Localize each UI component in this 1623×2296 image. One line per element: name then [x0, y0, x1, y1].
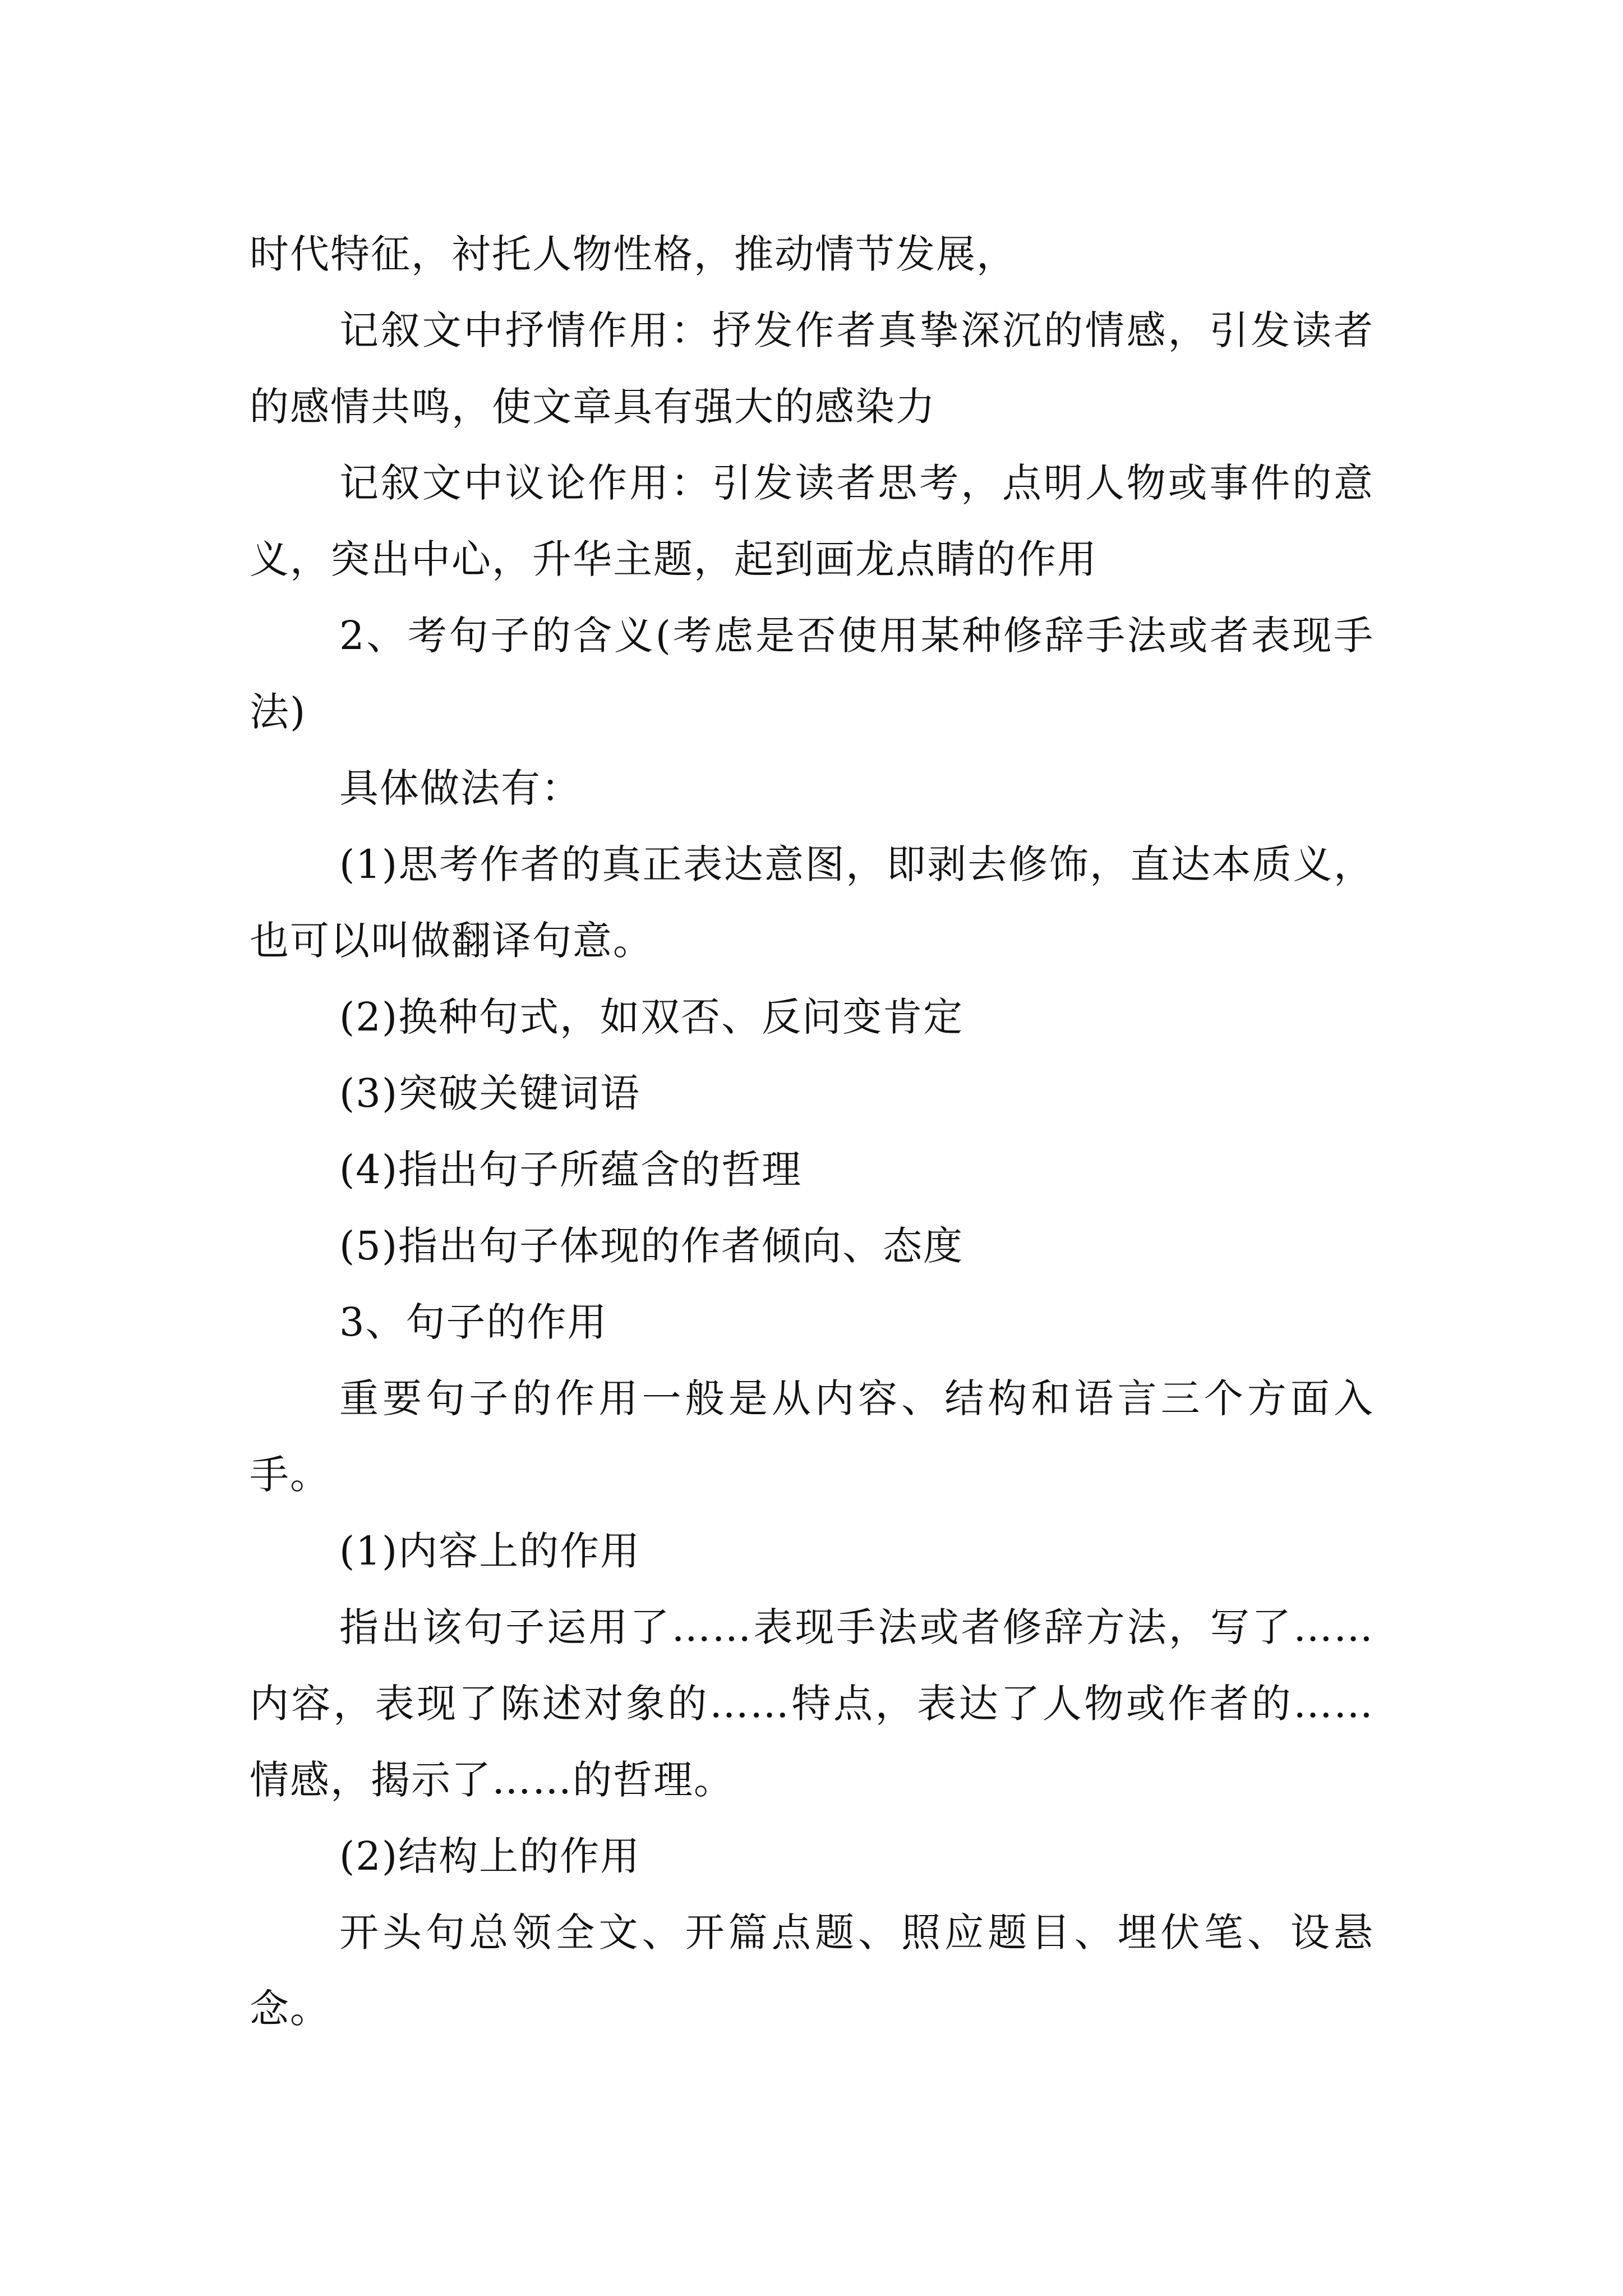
paragraph: (5)指出句子体现的作者倾向、态度 [339, 1223, 964, 1269]
paragraph: (2)换种句式，如双否、反问变肯定 [339, 994, 964, 1040]
paragraph: 开头句总领全文、开篇点题、照应题目、埋伏笔、设悬念。 [250, 1910, 1374, 2032]
paragraph: (1)内容上的作用 [339, 1528, 641, 1574]
paragraph: 记叙文中议论作用：引发读者思考，点明人物或事件的意义，突出中心，升华主题，起到画龙点睛的作用 [250, 460, 1374, 582]
paragraph: 具体做法有： [339, 765, 582, 811]
paragraph: 2、考句子的含义(考虑是否使用某种修辞手法或者表现手法) [250, 613, 1374, 735]
paragraph: 指出该句子运用了……表现手法或者修辞方法，写了……内容，表现了陈述对象的……特点，表达了人物或作者的……情感，揭示了……的哲理。 [250, 1604, 1374, 1803]
paragraph: 3、句子的作用 [339, 1299, 608, 1345]
paragraph: (4)指出句子所蕴含的哲理 [339, 1147, 803, 1193]
paragraph: 重要句子的作用一般是从内容、结构和语言三个方面入手。 [250, 1375, 1374, 1498]
paragraph: 时代特征，衬托人物性格，推动情节发展， [250, 231, 1017, 277]
paragraph: (3)突破关键词语 [339, 1070, 641, 1116]
document-body [250, 216, 1374, 2047]
paragraph: (1)思考作者的真正表达意图，即剥去修饰，直达本质义，也可以叫做翻译句意。 [250, 841, 1374, 964]
paragraph: (2)结构上的作用 [339, 1833, 641, 1879]
paragraph: 记叙文中抒情作用：抒发作者真挚深沉的情感，引发读者的感情共鸣，使文章具有强大的感染力 [250, 307, 1374, 430]
